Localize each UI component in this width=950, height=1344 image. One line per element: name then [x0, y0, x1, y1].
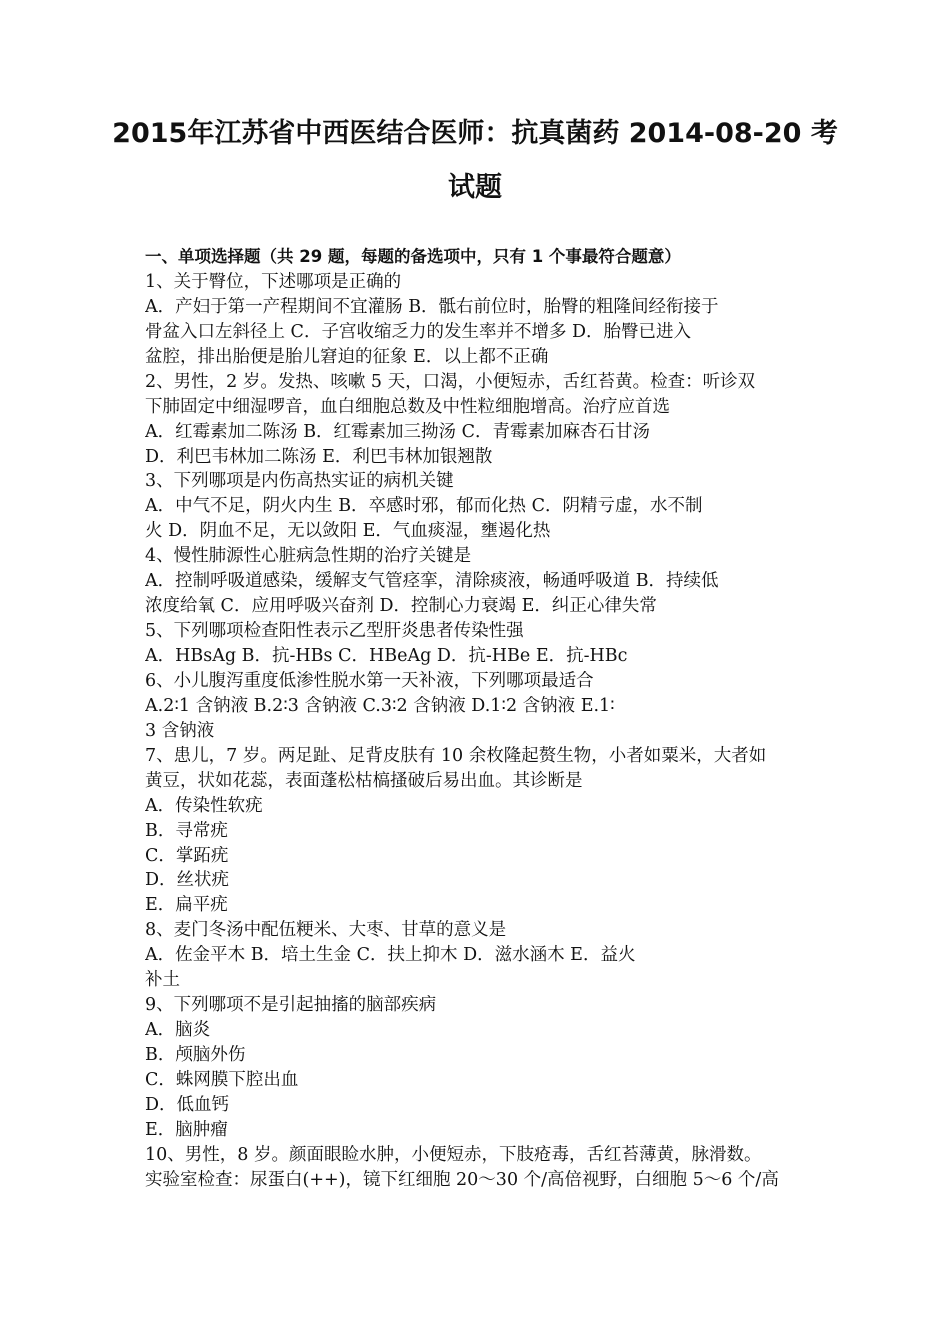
- text-line: 补土: [145, 970, 180, 991]
- text-line: E．脑肿瘤: [145, 1119, 228, 1140]
- text-line: 3、下列哪项是内伤高热实证的病机关键: [145, 471, 454, 492]
- text-line: 5、下列哪项检查阳性表示乙型肝炎患者传染性强: [145, 621, 524, 642]
- text-line: B．寻常疣: [145, 820, 228, 841]
- text-line: 下肺固定中细湿啰音，血白细胞总数及中性粒细胞增高。治疗应首选: [145, 396, 670, 417]
- text-line: A．红霉素加二陈汤 B．红霉素加三拗汤 C．青霉素加麻杏石甘汤: [145, 421, 651, 442]
- text-line: 8、麦门冬汤中配伍粳米、大枣、甘草的意义是: [145, 920, 507, 941]
- text-line: 7、患儿，7 岁。两足趾、足背皮肤有 10 余枚隆起赘生物，小者如粟米，大者如: [145, 745, 767, 766]
- text-line: E．扁平疣: [145, 895, 228, 916]
- text-line: C．蛛网膜下腔出血: [145, 1069, 299, 1090]
- text-line: 3 含钠液: [145, 720, 215, 741]
- document-title-line-2: 试题: [448, 172, 502, 203]
- text-line: 浓度给氧 C．应用呼吸兴奋剂 D．控制心力衰竭 E．纠正心律失常: [145, 596, 657, 617]
- document-title-line-1: 2015年江苏省中西医结合医师：抗真菌药 2014-08-20 考: [112, 118, 838, 149]
- text-line: A．产妇于第一产程期间不宜灌肠 B．骶右前位时，胎臀的粗隆间经衔接于: [145, 296, 719, 317]
- text-line: 4、慢性肺源性心脏病急性期的治疗关键是: [145, 546, 472, 567]
- text-line: 1、关于臀位，下述哪项是正确的: [145, 271, 402, 292]
- text-line: A．佐金平木 B．培土生金 C．扶上抑木 D．滋水涵木 E．益火: [145, 945, 636, 966]
- text-line: D．丝状疣: [145, 870, 230, 891]
- text-line: 6、小儿腹泻重度低渗性脱水第一天补液，下列哪项最适合: [145, 670, 594, 691]
- document-body: [145, 245, 810, 1193]
- text-line: D．低血钙: [145, 1094, 230, 1115]
- text-line: A.2∶1 含钠液 B.2∶3 含钠液 C.3∶2 含钠液 D.1∶2 含钠液 E.1∶: [145, 695, 615, 716]
- text-line: B．颅脑外伤: [145, 1045, 246, 1065]
- text-line: 骨盆入口左斜径上 C．子宫收缩乏力的发生率并不增多 D．胎臀已进入: [145, 321, 692, 342]
- text-line: 火 D．阴血不足，无以敛阳 E．气血痰湿，壅遏化热: [145, 521, 551, 542]
- section-heading: 一、单项选择题（共 29 题，每题的备选项中，只有 1 个事最符合题意）: [145, 247, 681, 266]
- text-line: 黄豆，状如花蕊，表面蓬松枯槁搔破后易出血。其诊断是: [145, 770, 583, 791]
- text-line: 2、男性，2 岁。发热、咳嗽 5 天，口渴，小便短赤，舌红苔黄。检查：听诊双: [145, 371, 756, 392]
- text-line: A．控制呼吸道感染，缓解支气管痉挛，清除痰液，畅通呼吸道 B．持续低: [145, 571, 719, 592]
- text-line: 10、男性，8 岁。颜面眼睑水肿，小便短赤，下肢疮毒，舌红苔薄黄，脉滑数。: [145, 1144, 762, 1165]
- text-line: 盆腔，排出胎便是胎儿窘迫的征象 E．以上都不正确: [145, 346, 549, 367]
- text-line: C．掌跖疣: [145, 845, 229, 866]
- text-line: 实验室检查：尿蛋白(++)，镜下红细胞 20～30 个/高倍视野，白细胞 5～6 个/高: [145, 1169, 779, 1190]
- text-line: D．利巴韦林加二陈汤 E．利巴韦林加银翘散: [145, 446, 493, 467]
- text-line: A．脑炎: [145, 1020, 211, 1041]
- text-line: A．HBsAg B．抗-HBs C．HBeAg D．抗-HBe E．抗-HBc: [145, 646, 628, 666]
- text-line: A．中气不足，阴火内生 B．卒感时邪，郁而化热 C．阴精亏虚，水不制: [145, 496, 703, 517]
- text-line: A．传染性软疣: [145, 795, 263, 816]
- text-line: 9、下列哪项不是引起抽搐的脑部疾病: [145, 995, 437, 1016]
